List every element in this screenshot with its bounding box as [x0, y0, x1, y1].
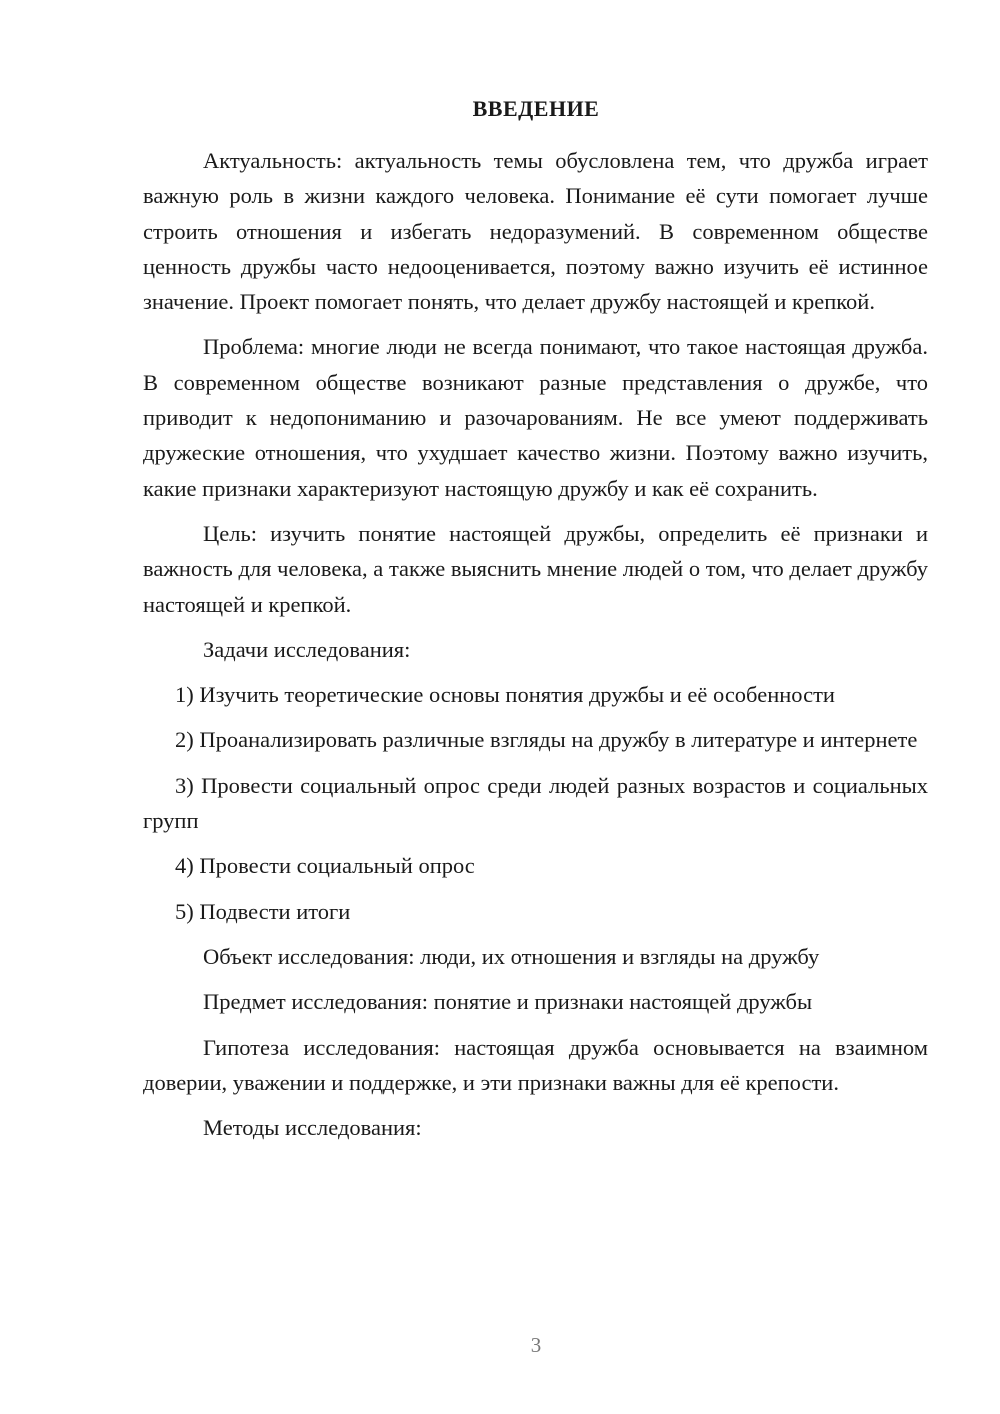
task-item: 4) Провести социальный опрос	[175, 853, 475, 879]
methods-heading: Методы исследования:	[203, 1115, 422, 1141]
document-body	[143, 143, 928, 1155]
page-number: 3	[530, 1333, 542, 1357]
task-item: 2) Проанализировать различные взгляды на дружбу в литературе и интернете	[175, 727, 918, 753]
research-subject: Предмет исследования: понятие и признаки настоящей дружбы	[203, 989, 813, 1015]
paragraph-goal: Цель: изучить понятие настоящей дружбы, определить её признаки и важность для человека, а также выяснить мнение людей о том, что делает дружбу настоящей и крепкой.	[143, 520, 928, 617]
research-object: Объект исследования: люди, их отношения и взгляды на дружбу	[203, 943, 820, 969]
section-title: ВВЕДЕНИЕ	[472, 96, 600, 121]
tasks-heading: Задачи исследования:	[203, 636, 411, 662]
paragraph-relevance: Актуальность: актуальность темы обусловлена тем, что дружба играет важную роль в жизни каждого человека. Понимание её сути помогает лучше строить отношения и избегать недоразумений. В современном обществе ценность дружбы часто недооценивается, поэтому важно изучить её истинное значение. Проект помогает понять, что делает дружбу настоящей и крепкой.	[143, 148, 928, 315]
task-item: 5) Подвести итоги	[175, 898, 351, 924]
paragraph-problem: Проблема: многие люди не всегда понимают, что такое настоящая дружба. В современном обществе возникают разные представления о дружбе, что приводит к недопониманию и разочарованиям. Не все умеют поддерживать дружеские отношения, что ухудшает качество жизни. Поэтому важно изучить, какие признаки характеризуют настоящую дружбу и как её сохранить.	[143, 334, 928, 501]
task-item: 1) Изучить теоретические основы понятия дружбы и её особенности	[175, 682, 835, 708]
research-hypothesis: Гипотеза исследования: настоящая дружба основывается на взаимном доверии, уважении и поддержке, и эти признаки важны для её крепости.	[143, 1034, 928, 1095]
task-item: 3) Провести социальный опрос среди людей разных возрастов и социальных групп	[143, 772, 928, 834]
